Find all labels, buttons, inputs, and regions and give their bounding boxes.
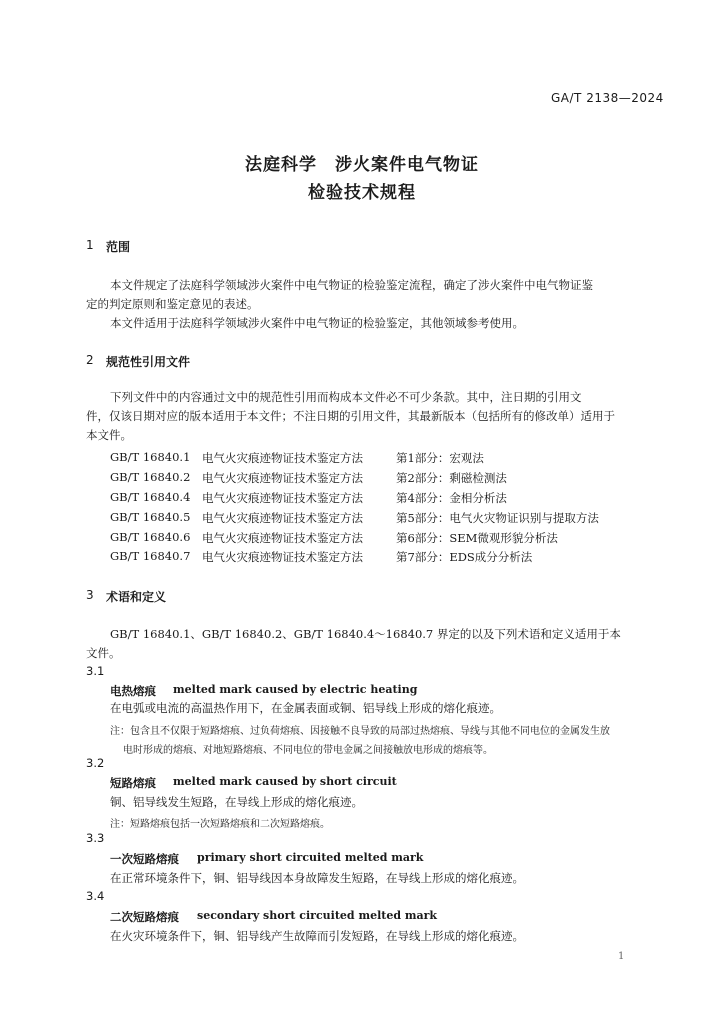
term-note-line1: 注：包含且不仅限于短路熔痕、过负荷熔痕、因接触不良导致的局部过热熔痕、导线与其他不同电位的金属发生放	[110, 726, 610, 737]
reference-part: 第1部分：宏观法	[396, 451, 484, 465]
section-3-intro-line2: 文件。	[86, 646, 121, 660]
term-chinese: 二次短路熔痕	[110, 910, 179, 924]
reference-code: GB/T 16840.4	[110, 490, 191, 504]
term-note-line1: 注：短路熔痕包括一次短路熔痕和二次短路熔痕。	[110, 819, 330, 830]
reference-code: GB/T 16840.7	[110, 549, 191, 563]
section-3-intro-line1: GB/T 16840.1、GB/T 16840.2、GB/T 16840.4～16840.7 界定的以及下列术语和定义适用于本	[110, 627, 621, 641]
term-number: 3.3	[86, 831, 105, 845]
document-title-line1: 法庭科学 涉火案件电气物证	[245, 155, 479, 175]
term-number: 3.1	[86, 664, 105, 678]
section-1-title: 范围	[106, 240, 131, 254]
section-2-number: 2	[86, 353, 94, 367]
term-definition: 在电弧或电流的高温热作用下，在金属表面或铜、铝导线上形成的熔化痕迹。	[110, 701, 501, 715]
term-number: 3.2	[86, 756, 105, 770]
standard-code: GA/T 2138—2024	[551, 91, 664, 105]
reference-code: GB/T 16840.2	[110, 470, 191, 484]
section-1-para2: 本文件适用于法庭科学领域涉火案件中电气物证的检验鉴定，其他领域参考使用。	[110, 316, 524, 330]
section-2-intro-line3: 本文件。	[86, 428, 132, 442]
term-english: secondary short circuited melted mark	[197, 909, 438, 922]
section-3-title: 术语和定义	[106, 590, 167, 604]
reference-part: 第4部分：金相分析法	[396, 491, 507, 505]
section-1-para1-line1: 本文件规定了法庭科学领域涉火案件中电气物证的检验鉴定流程，确定了涉火案件中电气物证鉴	[110, 278, 593, 292]
reference-code: GB/T 16840.6	[110, 530, 191, 544]
section-2-intro-line1: 下列文件中的内容通过文中的规范性引用而构成本文件必不可少条款。其中，注日期的引用文	[110, 390, 582, 404]
reference-code: GB/T 16840.1	[110, 450, 191, 464]
section-3-number: 3	[86, 588, 94, 602]
reference-name: 电气火灾痕迹物证技术鉴定方法	[202, 471, 363, 485]
reference-part: 第2部分：剩磁检测法	[396, 471, 507, 485]
reference-name: 电气火灾痕迹物证技术鉴定方法	[202, 531, 363, 545]
reference-part: 第5部分：电气火灾物证识别与提取方法	[396, 511, 599, 525]
term-definition: 在正常环境条件下，铜、铝导线因本身故障发生短路，在导线上形成的熔化痕迹。	[110, 871, 524, 885]
reference-name: 电气火灾痕迹物证技术鉴定方法	[202, 451, 363, 465]
term-english: melted mark caused by electric heating	[173, 683, 418, 696]
term-note-line2: 电时形成的熔痕、对地短路熔痕、不同电位的带电金属之间接触放电形成的熔痕等。	[123, 745, 493, 756]
reference-name: 电气火灾痕迹物证技术鉴定方法	[202, 511, 363, 525]
term-definition: 在火灾环境条件下，铜、铝导线产生故障而引发短路，在导线上形成的熔化痕迹。	[110, 929, 524, 943]
term-definition: 铜、铝导线发生短路，在导线上形成的熔化痕迹。	[110, 795, 363, 809]
section-1-para1-line2: 定的判定原则和鉴定意见的表述。	[86, 297, 259, 311]
section-2-title: 规范性引用文件	[106, 355, 191, 369]
document-title-line2: 检验技术规程	[308, 183, 416, 203]
term-chinese: 一次短路熔痕	[110, 852, 179, 866]
page-number: 1	[618, 951, 625, 962]
section-1-number: 1	[86, 238, 94, 252]
reference-part: 第7部分：EDS成分分析法	[396, 550, 533, 564]
term-english: primary short circuited melted mark	[197, 851, 424, 864]
term-number: 3.4	[86, 889, 105, 903]
reference-part: 第6部分：SEM微观形貌分析法	[396, 531, 558, 545]
term-chinese: 短路熔痕	[110, 776, 156, 790]
reference-name: 电气火灾痕迹物证技术鉴定方法	[202, 491, 363, 505]
section-2-intro-line2: 件，仅该日期对应的版本适用于本文件；不注日期的引用文件，其最新版本（包括所有的修改单）适用于	[86, 409, 615, 423]
term-chinese: 电热熔痕	[110, 684, 156, 698]
reference-code: GB/T 16840.5	[110, 510, 191, 524]
reference-name: 电气火灾痕迹物证技术鉴定方法	[202, 550, 363, 564]
term-english: melted mark caused by short circuit	[173, 775, 397, 788]
